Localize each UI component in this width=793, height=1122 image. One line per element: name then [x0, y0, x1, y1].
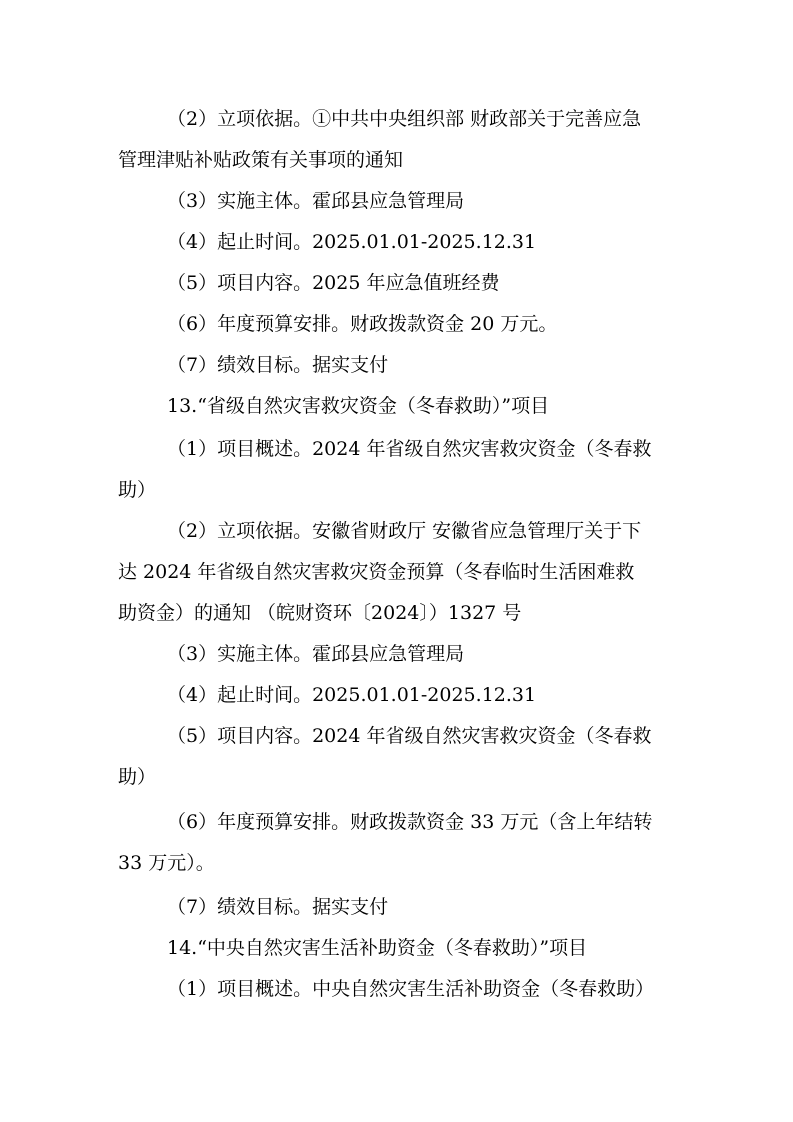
text-line: 达 2024 年省级自然灾害救灾资金预算（冬春临时生活困难救 — [118, 561, 635, 583]
text-line: （5）项目内容。2024 年省级自然灾害救灾资金（冬春救 — [167, 725, 652, 747]
text-line: （4）起止时间。2025.01.01-2025.12.31 — [167, 231, 537, 253]
text-line: （5）项目内容。2025 年应急值班经费 — [167, 272, 500, 294]
text-line: 助） — [118, 766, 157, 788]
text-line: 助资金）的通知 （皖财资环〔2024〕）1327 号 — [118, 602, 522, 624]
text-line: （3）实施主体。霍邱县应急管理局 — [167, 190, 465, 212]
text-line: （7）绩效目标。据实支付 — [167, 896, 389, 918]
text-line: （6）年度预算安排。财政拨款资金 20 万元。 — [167, 313, 558, 335]
text-line: （1）项目概述。中央自然灾害生活补助资金（冬春救助） — [167, 978, 655, 1000]
section-heading: 13.“省级自然灾害救灾资金（冬春救助）”项目 — [167, 395, 550, 417]
text-line: （3）实施主体。霍邱县应急管理局 — [167, 643, 465, 665]
text-line: 助） — [118, 479, 157, 501]
text-line: （4）起止时间。2025.01.01-2025.12.31 — [167, 684, 537, 706]
text-line: （7）绩效目标。据实支付 — [167, 354, 389, 376]
text-line: 33 万元）。 — [118, 852, 215, 874]
text-line: （2）立项依据。①中共中央组织部 财政部关于完善应急 — [167, 108, 642, 130]
text-line: （2）立项依据。安徽省财政厅 安徽省应急管理厅关于下 — [167, 520, 642, 542]
section-heading: 14.“中央自然灾害生活补助资金（冬春救助）”项目 — [167, 937, 588, 959]
text-line: （6）年度预算安排。财政拨款资金 33 万元（含上年结转 — [167, 811, 653, 833]
text-line: 管理津贴补贴政策有关事项的通知 — [118, 149, 404, 171]
text-line: （1）项目概述。2024 年省级自然灾害救灾资金（冬春救 — [167, 438, 652, 460]
